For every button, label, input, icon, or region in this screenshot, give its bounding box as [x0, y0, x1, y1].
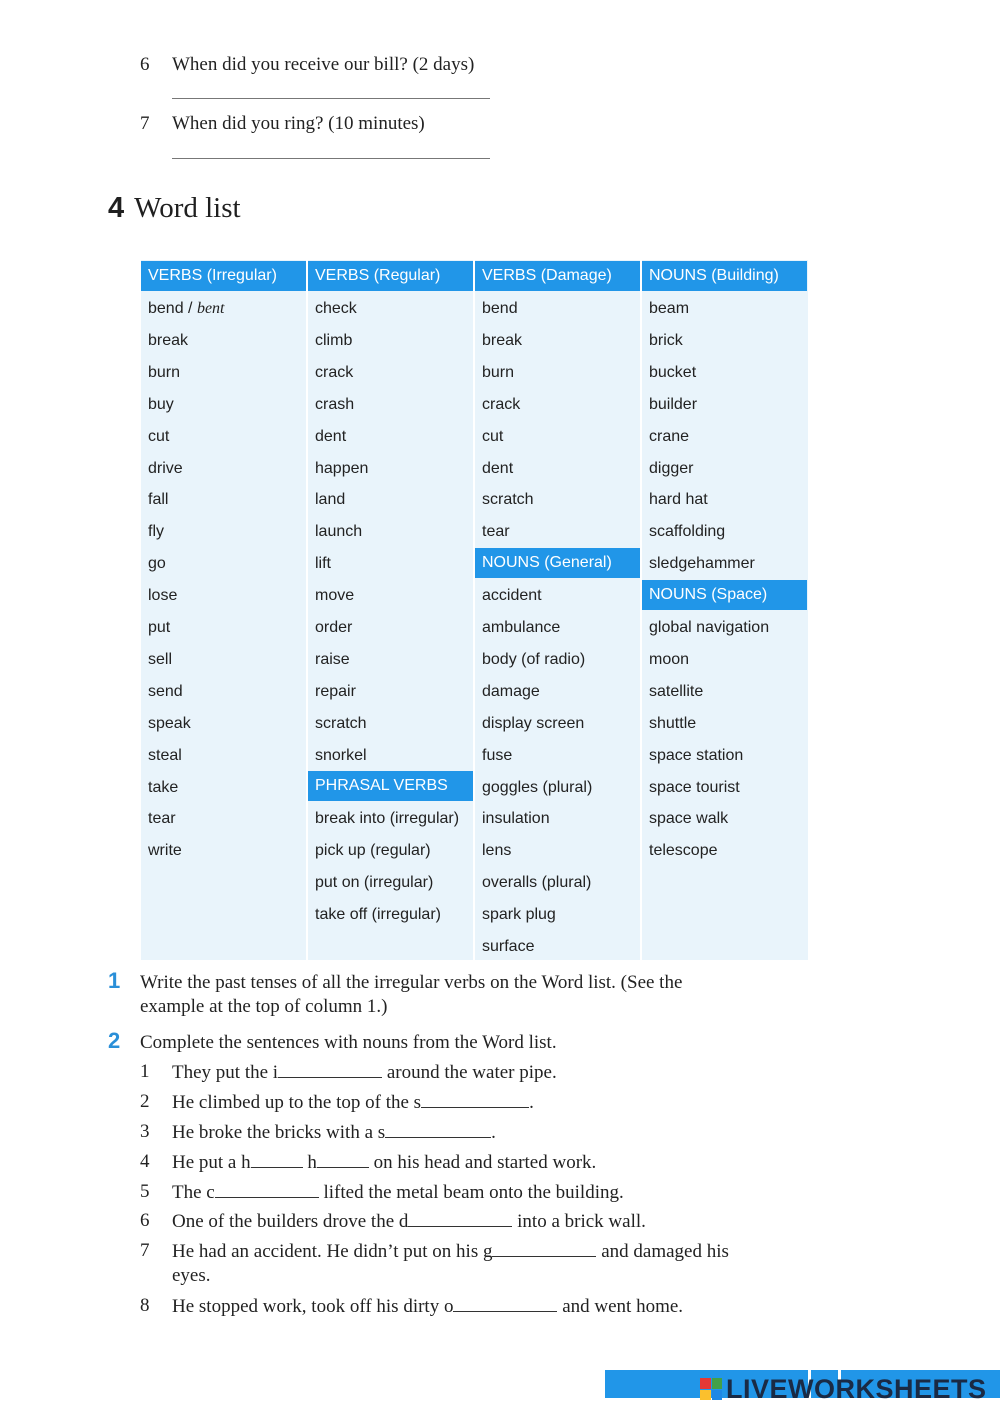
word-cell: check: [315, 300, 357, 317]
word-cell: dent: [482, 459, 514, 477]
word-cell: hard hat: [649, 491, 708, 509]
word-cell: crane: [649, 427, 690, 445]
answer-blank[interactable]: [278, 1063, 382, 1078]
column-verbs-irregular: [141, 260, 306, 960]
sentence: [172, 1151, 812, 1175]
word-cell: lose: [148, 587, 178, 605]
word-cell: climb: [315, 331, 353, 349]
answer-blank[interactable]: [172, 158, 490, 159]
word-cell: steal: [148, 746, 182, 764]
word-cell: display screen: [482, 714, 585, 732]
section-number: 4: [108, 192, 125, 224]
word-cell: break into (irregular): [315, 810, 460, 828]
word-cell: space station: [649, 746, 744, 764]
header-verbs-regular: VERBS (Regular): [308, 261, 473, 291]
sentence: [172, 1295, 812, 1319]
word-cell: brick: [649, 331, 683, 349]
header-verbs-damage: VERBS (Damage): [475, 261, 640, 291]
word-cell: satellite: [649, 682, 704, 700]
answer-blank[interactable]: [317, 1153, 369, 1168]
word-cell: drive: [148, 459, 183, 477]
word-cell: take: [148, 778, 179, 796]
word-cell: happen: [315, 459, 369, 477]
sentence-number: 2: [140, 1091, 150, 1112]
logo-square: [712, 1378, 723, 1389]
column-nouns-building: [642, 260, 807, 960]
word-cell: damage: [482, 682, 540, 700]
sentence-start: He climbed up to the top of the s: [172, 1092, 422, 1113]
word-cell: write: [148, 842, 182, 860]
sentence: [172, 1121, 812, 1145]
word-cell: ambulance: [482, 619, 561, 636]
logo-square: [712, 1390, 723, 1401]
sentence-start: He put a h: [172, 1152, 251, 1173]
sentence: [172, 1181, 812, 1205]
word-cell: break: [482, 331, 523, 349]
word-cell: lift: [315, 555, 331, 573]
sentence-start: He had an accident. He didn’t put on his g: [172, 1241, 493, 1262]
sentence-number: 8: [140, 1295, 150, 1316]
word-cell: space tourist: [649, 778, 740, 796]
word-cell: surface: [482, 938, 535, 955]
column-verbs-regular: [308, 260, 473, 960]
word-cell: buy: [148, 395, 174, 413]
sentence-end: lifted the metal beam onto the building.: [318, 1182, 624, 1203]
sentence-start: The c: [172, 1182, 215, 1203]
column-verbs-damage: [475, 260, 640, 960]
word-cell: shuttle: [649, 714, 697, 732]
header-phrasal-verbs: PHRASAL VERBS: [308, 771, 473, 801]
word-cell: dent: [315, 427, 347, 445]
word-cell: lens: [482, 842, 512, 860]
word-cell: crack: [315, 363, 354, 381]
word-cell: snorkel: [315, 746, 367, 764]
word-cell: sledgehammer: [649, 555, 755, 573]
answer-blank[interactable]: [251, 1153, 303, 1168]
word-cell: break: [148, 331, 189, 349]
word-cell: launch: [315, 523, 363, 541]
liveworksheets-brand[interactable]: [700, 1374, 987, 1404]
word-cell: repair: [315, 682, 356, 700]
answer-blank[interactable]: [172, 98, 490, 99]
word-cell: beam: [649, 300, 690, 317]
sentence-end: on his head and started work.: [368, 1152, 597, 1173]
sentence-number: 4: [140, 1151, 150, 1172]
sentence: [172, 1061, 812, 1085]
column-divider: [306, 260, 308, 960]
word-cell: pick up (regular): [315, 842, 431, 860]
word-cell: accident: [482, 587, 542, 605]
word-cell: burn: [482, 363, 515, 381]
answer-blank[interactable]: [421, 1093, 529, 1108]
word-cell: spark plug: [482, 906, 556, 924]
word-cell: put: [148, 619, 171, 636]
word-past-tense: bent: [196, 300, 225, 317]
word-cell: go: [148, 555, 166, 573]
sentence-number: 7: [140, 1240, 150, 1261]
header-nouns-building: NOUNS (Building): [642, 261, 807, 291]
sentence-start: One of the builders drove the d: [172, 1211, 409, 1232]
word-cell: scaffolding: [649, 523, 726, 541]
answer-blank[interactable]: [492, 1242, 596, 1257]
answer-blank[interactable]: [408, 1212, 512, 1227]
word-cell: cut: [148, 427, 170, 445]
question-text: When did you receive our bill? (2 days): [172, 54, 475, 75]
word-cell: tear: [148, 810, 176, 828]
word-cell: put on (irregular): [315, 874, 434, 892]
header-verbs-irregular: VERBS (Irregular): [141, 261, 306, 291]
liveworksheets-logo-icon: [700, 1378, 722, 1400]
sentence-number: 6: [140, 1210, 150, 1231]
header-nouns-space: NOUNS (Space): [642, 580, 807, 610]
word-cell: moon: [649, 650, 690, 668]
section-title: [108, 192, 241, 225]
word-cell: body (of radio): [482, 650, 586, 668]
section-title-text: Word list: [134, 192, 241, 224]
word-cell: crack: [482, 395, 521, 413]
word-cell: crash: [315, 395, 355, 413]
question-number: 7: [140, 113, 150, 134]
column-divider: [640, 260, 642, 960]
word-cell: builder: [649, 395, 698, 413]
sentence-middle: h: [302, 1152, 317, 1173]
exercise-instruction: Write the past tenses of all the irregular verbs on the Word list. (See the: [140, 972, 683, 993]
sentence: [172, 1091, 812, 1115]
sentence-start: He stopped work, took off his dirty o: [172, 1296, 454, 1317]
word-cell: order: [315, 619, 353, 636]
word-base: bend: [148, 300, 184, 317]
sentence-end: and damaged his: [596, 1241, 729, 1262]
sentence: [172, 1210, 812, 1234]
answer-blank[interactable]: [453, 1297, 557, 1312]
answer-blank[interactable]: [215, 1183, 319, 1198]
sentence-number: 3: [140, 1121, 150, 1142]
word-cell: speak: [148, 714, 191, 732]
sentence-start: He broke the bricks with a s: [172, 1122, 386, 1143]
column-divider: [473, 260, 475, 960]
word-cell: sell: [148, 650, 173, 668]
word-cell: goggles (plural): [482, 778, 593, 796]
word-cell: bucket: [649, 363, 697, 381]
exercise-instruction: example at the top of column 1.): [140, 996, 388, 1017]
answer-blank[interactable]: [385, 1123, 491, 1138]
word-cell: telescope: [649, 842, 718, 860]
word-cell: burn: [148, 363, 181, 381]
word-cell: fall: [148, 491, 169, 509]
word-cell: insulation: [482, 810, 550, 828]
word-cell: fly: [148, 523, 164, 541]
word-cell: space walk: [649, 810, 729, 828]
exercise-number: 2: [108, 1028, 121, 1053]
word-cell: land: [315, 491, 346, 509]
sentence-continuation: eyes.: [172, 1265, 211, 1286]
question-number: 6: [140, 54, 150, 75]
word-cell: move: [315, 587, 355, 605]
exercise-number: 1: [108, 968, 121, 993]
sentence-end: around the water pipe.: [382, 1062, 557, 1083]
word-cell: send: [148, 682, 183, 700]
word-cell: take off (irregular): [315, 906, 441, 924]
sentence-start: They put the i: [172, 1062, 279, 1083]
word-cell: raise: [315, 650, 350, 668]
sentence-end: .: [491, 1122, 496, 1143]
logo-square: [700, 1378, 711, 1389]
word-cell: cut: [482, 427, 504, 445]
word-cell: scratch: [315, 714, 367, 732]
word-list-table: [141, 260, 808, 960]
word-separator: /: [183, 300, 197, 317]
question-text: When did you ring? (10 minutes): [172, 113, 425, 134]
sentence-end: into a brick wall.: [512, 1211, 646, 1232]
sentence: [172, 1240, 812, 1264]
sentence-end: .: [529, 1092, 534, 1113]
word-cell: [148, 300, 224, 318]
word-cell: overalls (plural): [482, 874, 592, 892]
sentence-number: 1: [140, 1061, 150, 1082]
brand-text: LIVEWORKSHEETS: [726, 1373, 987, 1404]
exercise-instruction: Complete the sentences with nouns from the Word list.: [140, 1032, 557, 1053]
sentence-number: 5: [140, 1181, 150, 1202]
word-cell: scratch: [482, 491, 534, 509]
word-cell: digger: [649, 459, 694, 477]
word-cell: tear: [482, 523, 510, 541]
logo-square: [700, 1390, 711, 1401]
word-cell: bend: [482, 300, 518, 317]
word-cell: global navigation: [649, 619, 770, 636]
header-nouns-general: NOUNS (General): [475, 548, 640, 578]
word-cell: fuse: [482, 746, 513, 764]
sentence-end: and went home.: [557, 1296, 684, 1317]
